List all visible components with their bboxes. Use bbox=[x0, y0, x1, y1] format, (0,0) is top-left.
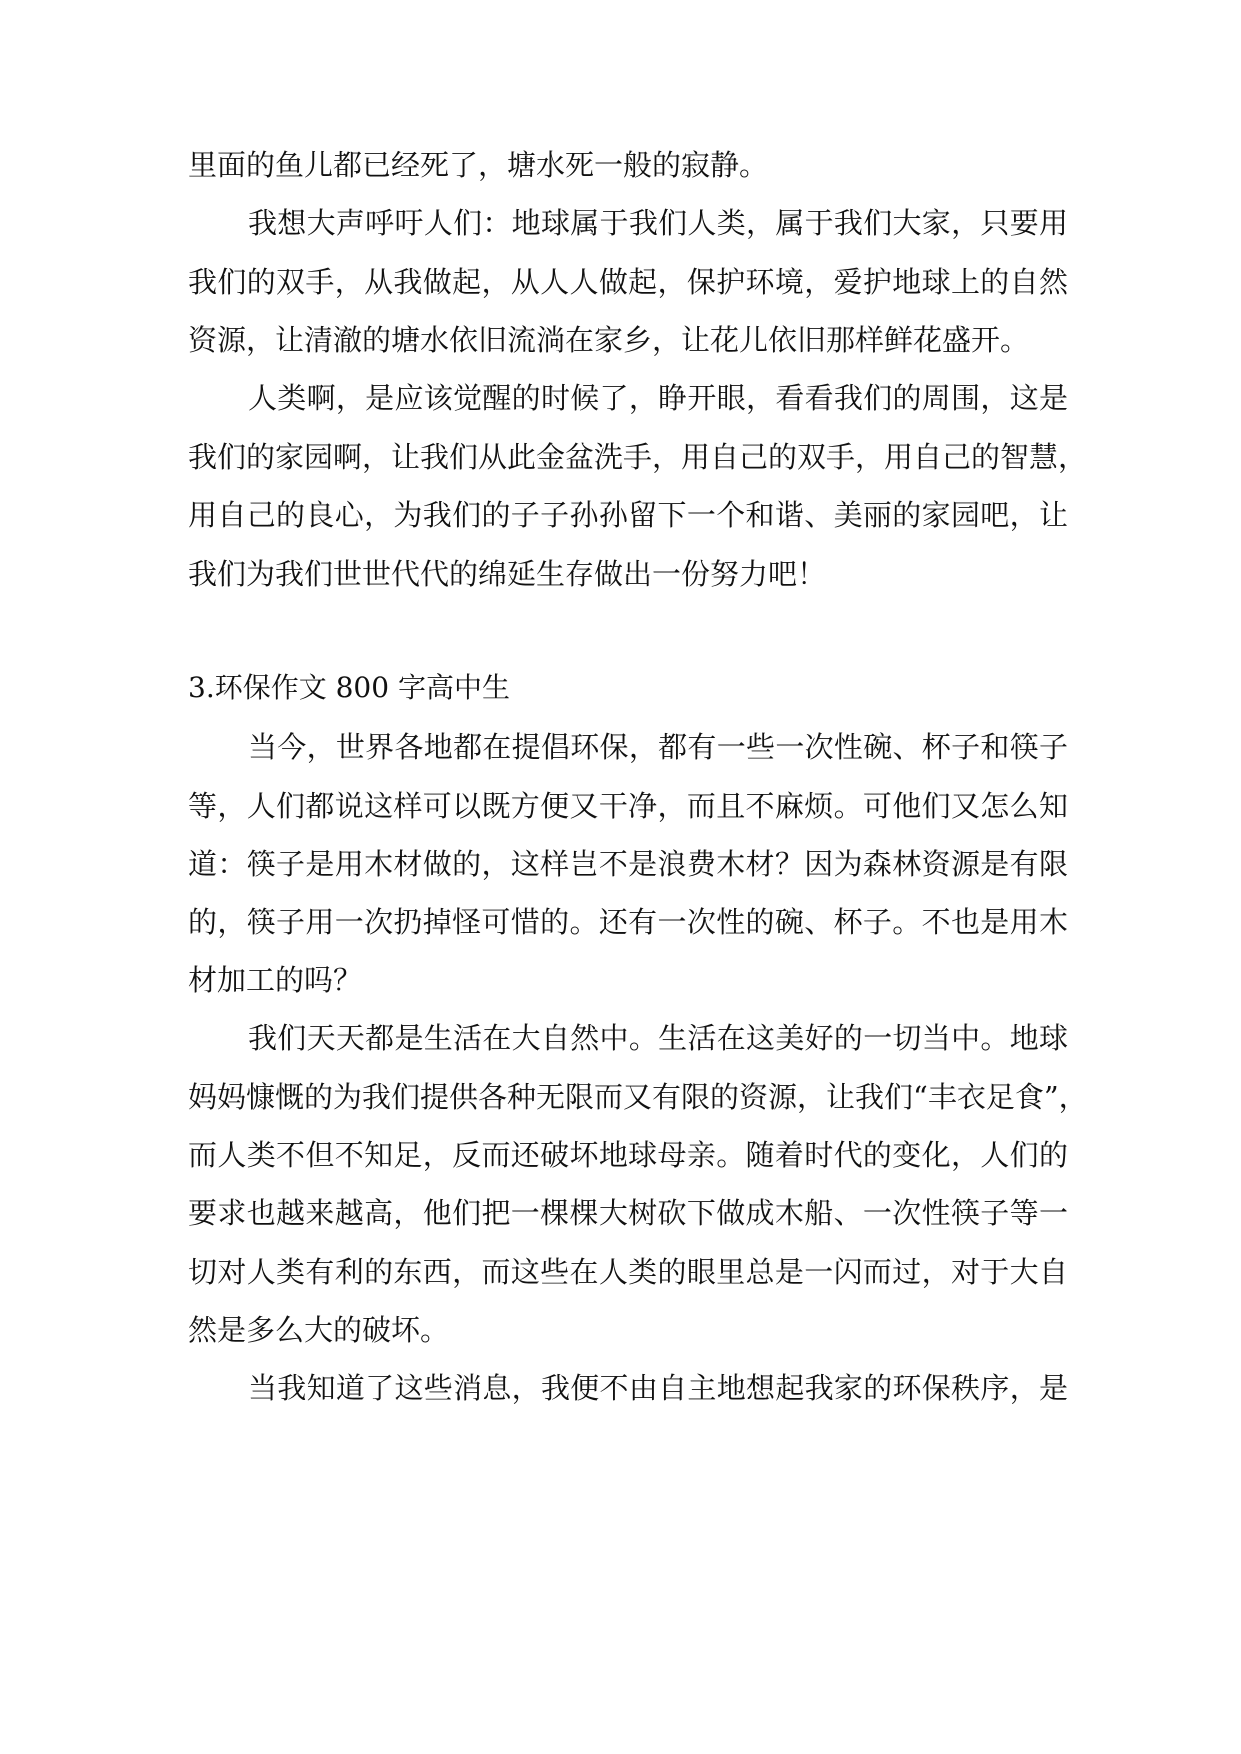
text-line: 里面的鱼儿都已经死了，塘水死一般的寂静。 bbox=[188, 148, 769, 182]
text-line: 用自己的良心，为我们的子子孙孙留下一个和谐、美丽的家园吧，让 bbox=[188, 498, 1068, 532]
text-line: 而人类不但不知足，反而还破坏地球母亲。随着时代的变化，人们的 bbox=[188, 1138, 1068, 1172]
text-line: 切对人类有利的东西，而这些在人类的眼里总是一闪而过，对于大自 bbox=[188, 1255, 1068, 1289]
text-line: 资源，让清澈的塘水依旧流淌在家乡，让花儿依旧那样鲜花盛开。 bbox=[188, 323, 1030, 357]
text-line: 等，人们都说这样可以既方便又干净，而且不麻烦。可他们又怎么知 bbox=[188, 789, 1068, 823]
section-heading: 3.环保作文 800 字高中生 bbox=[188, 671, 510, 704]
text-line: 要求也越来越高，他们把一棵棵大树砍下做成木船、一次性筷子等一 bbox=[188, 1196, 1068, 1230]
text-line: 当我知道了这些消息，我便不由自主地想起我家的环保秩序，是 bbox=[248, 1371, 1068, 1405]
text-line: 当今，世界各地都在提倡环保，都有一些一次性碗、杯子和筷子 bbox=[248, 730, 1068, 764]
text-line: 我们天天都是生活在大自然中。生活在这美好的一切当中。地球 bbox=[248, 1021, 1068, 1055]
text-line: 我们为我们世世代代的绵延生存做出一份努力吧！ bbox=[188, 557, 827, 591]
text-line: 人类啊，是应该觉醒的时候了，睁开眼，看看我们的周围，这是 bbox=[248, 381, 1068, 415]
text-line: 道：筷子是用木材做的，这样岂不是浪费木材？因为森林资源是有限 bbox=[188, 847, 1068, 881]
text-line: 材加工的吗？ bbox=[188, 963, 363, 997]
text-line: 我们的双手，从我做起，从人人做起，保护环境，爱护地球上的自然 bbox=[188, 265, 1068, 299]
text-line: 我想大声呼吁人们：地球属于我们人类，属于我们大家，只要用 bbox=[248, 206, 1068, 240]
text-line: 我们的家园啊，让我们从此金盆洗手，用自己的双手，用自己的智慧， bbox=[188, 440, 1088, 474]
text-line: 的，筷子用一次扔掉怪可惜的。还有一次性的碗、杯子。不也是用木 bbox=[188, 905, 1068, 939]
text-line: 妈妈慷慨的为我们提供各种无限而又有限的资源，让我们“丰衣足食”， bbox=[188, 1080, 1088, 1114]
text-line: 然是多么大的破坏。 bbox=[188, 1313, 450, 1347]
